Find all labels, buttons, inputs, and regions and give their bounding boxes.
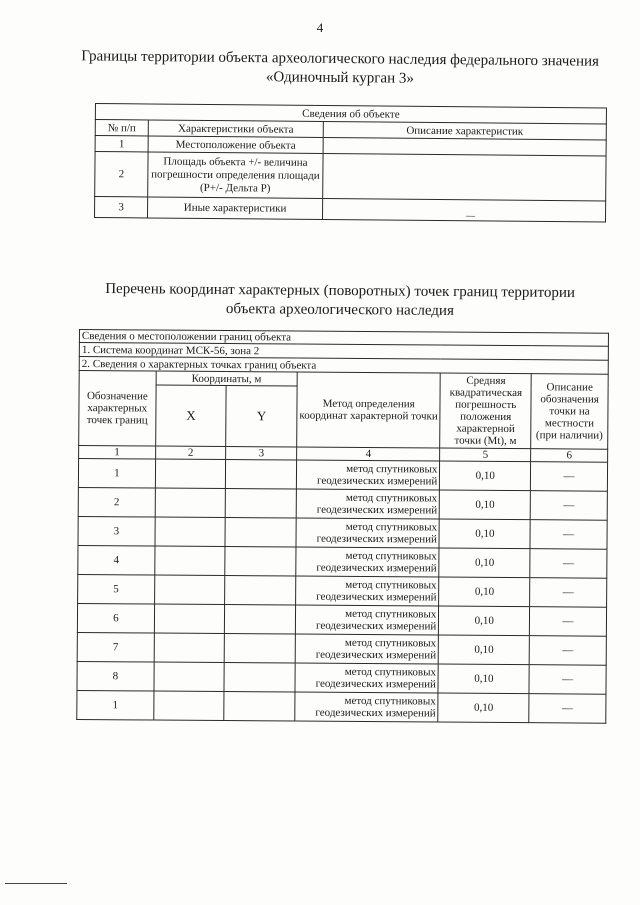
- method-line2: геодезических измерений: [315, 706, 436, 720]
- method-line2: геодезических измерений: [315, 619, 437, 633]
- method-line2: геодезических измерений: [315, 648, 437, 662]
- point-method: [295, 663, 439, 693]
- point-designation: 7: [77, 632, 154, 662]
- point-error: 0,10: [439, 606, 530, 636]
- table-row: [95, 197, 606, 222]
- row-description: [323, 153, 606, 200]
- point-designation: 4: [78, 545, 155, 575]
- col-number: 3: [226, 447, 297, 460]
- point-description: —: [529, 694, 606, 724]
- header-method: Метод определения координат характерной точки: [297, 372, 441, 448]
- point-designation: 1: [78, 459, 155, 489]
- method-line2: геодезических измерений: [315, 677, 436, 691]
- info-row-coordinate-system: 1. Система координат МСК-56, зона 2: [79, 343, 608, 361]
- row-num: 1: [95, 136, 148, 152]
- table-row: [95, 152, 606, 201]
- table-row: [77, 661, 606, 694]
- method-line1: метод спутниковых: [345, 607, 437, 621]
- point-x: [155, 488, 226, 517]
- object-info-table: [94, 103, 607, 222]
- method-line1: метод спутниковых: [346, 462, 438, 476]
- point-method: [296, 576, 440, 606]
- point-method: [296, 518, 440, 548]
- point-description: —: [530, 607, 607, 637]
- point-description: —: [530, 491, 607, 521]
- point-method: [295, 634, 439, 664]
- point-error: 0,10: [439, 548, 530, 578]
- point-x: [153, 691, 224, 720]
- point-x: [154, 662, 225, 691]
- object-info-caption: Сведения об объекте: [95, 104, 606, 124]
- point-y: [225, 576, 296, 605]
- header-num: № п/п: [95, 120, 148, 136]
- point-y: [225, 605, 296, 634]
- point-error: 0,10: [438, 664, 529, 694]
- col-number: 2: [155, 446, 226, 459]
- point-y: [224, 692, 295, 721]
- point-designation: 2: [78, 487, 155, 517]
- row-characteristic: Местоположение объекта: [148, 136, 323, 154]
- point-error: 0,10: [439, 577, 530, 607]
- method-line2: геодезических измерений: [316, 503, 438, 517]
- point-method: [295, 605, 439, 635]
- col-number: 6: [531, 449, 608, 463]
- table-row: [77, 632, 606, 665]
- point-x: [155, 459, 226, 488]
- method-line2: геодезических измерений: [316, 590, 437, 604]
- row-characteristic: Площадь объекта +/- величина погрешности определения площади (Р+/- Дельта Р): [148, 152, 323, 199]
- col-number: 1: [79, 446, 156, 460]
- point-error: 0,10: [440, 490, 531, 520]
- header-y: Y: [226, 386, 297, 447]
- point-designation: 3: [78, 516, 155, 546]
- method-line1: метод спутниковых: [344, 665, 437, 679]
- row-num: 2: [95, 152, 148, 197]
- table-row: [78, 574, 607, 607]
- header-designation: Обозначение характерных точек границ: [79, 371, 156, 447]
- header-characteristic: Характеристики объекта: [148, 120, 323, 138]
- section2-title: Перечень координат характерных (поворотных) точек границ территории объекта археологического наследия: [105, 280, 575, 319]
- point-y: [225, 518, 296, 547]
- footer-divider: [5, 883, 67, 884]
- point-error: 0,10: [440, 461, 531, 491]
- method-line2: геодезических измерений: [316, 474, 438, 488]
- point-method: [295, 692, 439, 722]
- row-characteristic: Иные характеристики: [147, 197, 322, 220]
- point-y: [224, 663, 295, 692]
- page-number: 4: [316, 20, 324, 35]
- method-line1: метод спутниковых: [345, 520, 438, 534]
- header-error: Средняя квадратическая погрешность положения характерной точки (Мt), м: [440, 373, 531, 449]
- coordinates-table: [76, 329, 609, 724]
- header-description: Описание характеристик: [323, 121, 606, 139]
- point-error: 0,10: [439, 519, 530, 549]
- row-description: —: [322, 198, 605, 221]
- row-num: 3: [95, 197, 148, 218]
- method-line1: метод спутниковых: [344, 694, 436, 708]
- point-description: —: [529, 665, 606, 695]
- method-line2: геодезических измерений: [316, 532, 437, 546]
- info-row-points: 2. Сведения о характерных точках границ объекта: [79, 357, 608, 375]
- col-number: 5: [440, 448, 531, 462]
- point-description: —: [530, 549, 607, 579]
- header-point-description: Описание обозначения точки на местности (при наличии): [531, 374, 608, 450]
- point-x: [155, 517, 226, 546]
- point-description: —: [529, 636, 606, 666]
- point-error: 0,10: [438, 693, 529, 723]
- point-y: [226, 489, 297, 518]
- point-description: —: [530, 520, 607, 550]
- point-designation: 5: [78, 574, 155, 604]
- header-coordinates: Координаты, м: [156, 371, 297, 386]
- point-designation: 6: [77, 603, 154, 633]
- table-row: [78, 516, 607, 549]
- method-line1: метод спутниковых: [345, 491, 438, 505]
- point-designation: 8: [77, 661, 154, 691]
- section1-title: Границы территории объекта археологического наследия федерального значения «Одиночный курган 3»: [81, 48, 600, 87]
- point-x: [154, 604, 225, 633]
- point-method: [296, 460, 440, 490]
- header-x: X: [155, 385, 226, 446]
- table-row: [78, 487, 607, 520]
- point-x: [155, 546, 226, 575]
- point-description: —: [531, 462, 608, 492]
- method-line1: метод спутниковых: [345, 578, 437, 592]
- method-line1: метод спутниковых: [345, 549, 437, 563]
- point-method: [296, 489, 440, 519]
- point-x: [154, 633, 225, 662]
- info-row-location: Сведения о местоположении границ объекта: [79, 330, 608, 347]
- point-method: [296, 547, 440, 577]
- table-row: [77, 603, 606, 636]
- point-y: [225, 634, 296, 663]
- method-line1: метод спутниковых: [344, 636, 437, 650]
- table-row: [78, 545, 607, 578]
- table-row: [78, 459, 607, 492]
- point-y: [225, 547, 296, 576]
- method-line2: геодезических измерений: [316, 561, 437, 575]
- col-number: 4: [297, 447, 440, 461]
- table-row: [77, 690, 606, 723]
- point-x: [154, 575, 225, 604]
- point-description: —: [530, 578, 607, 608]
- point-y: [226, 460, 297, 489]
- point-error: 0,10: [439, 635, 530, 665]
- point-designation: 1: [77, 690, 154, 720]
